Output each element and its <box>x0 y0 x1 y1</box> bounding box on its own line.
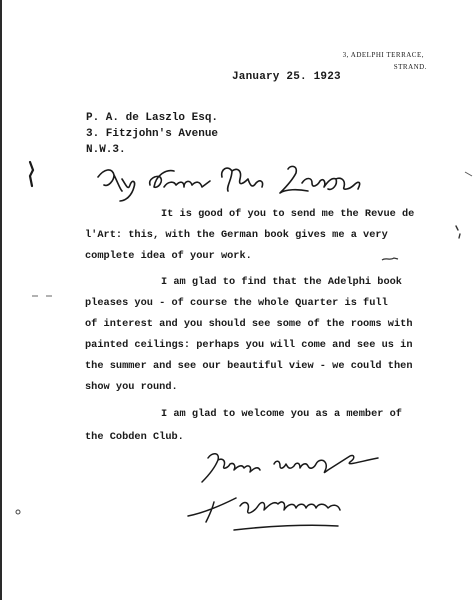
body-line: pleases you - of course the whole Quarter is full <box>85 297 388 309</box>
body-line: It is good of you to send me the Revue de <box>161 208 415 220</box>
body-line: complete idea of your work. <box>85 250 252 262</box>
letterhead-address: 3, ADELPHI TERRACE, <box>342 51 424 59</box>
handwritten-signature <box>178 444 388 539</box>
body-line: the Cobden Club. <box>85 431 184 443</box>
body-line: painted ceilings: perhaps you will come and see us in <box>85 339 413 351</box>
handwritten-salutation <box>92 155 392 210</box>
body-line: l'Art: this, with the German book gives me a very <box>85 229 388 241</box>
recipient-name: P. A. de Laszlo Esq. <box>86 112 219 124</box>
recipient-postcode: N.W.3. <box>86 144 126 156</box>
margin-mark <box>24 160 38 190</box>
ink-speck <box>14 508 22 516</box>
ink-speck <box>452 224 464 240</box>
ink-speck <box>30 293 60 299</box>
body-line: I am glad to welcome you as a member of <box>161 408 402 420</box>
letterhead <box>342 49 427 73</box>
letterhead-city: STRAND. <box>393 63 427 71</box>
letter-date: January 25. 1923 <box>232 71 341 83</box>
body-line: show you round. <box>85 381 178 393</box>
recipient-street: 3. Fitzjohn's Avenue <box>86 128 219 140</box>
ink-speck <box>380 255 400 263</box>
recipient-address <box>86 110 218 158</box>
body-line: of interest and you should see some of the rooms with <box>85 318 413 330</box>
body-line: I am glad to find that the Adelphi book <box>161 276 402 288</box>
ink-speck <box>464 170 474 178</box>
body-line: the summer and see our beautiful view - we could then <box>85 360 413 372</box>
